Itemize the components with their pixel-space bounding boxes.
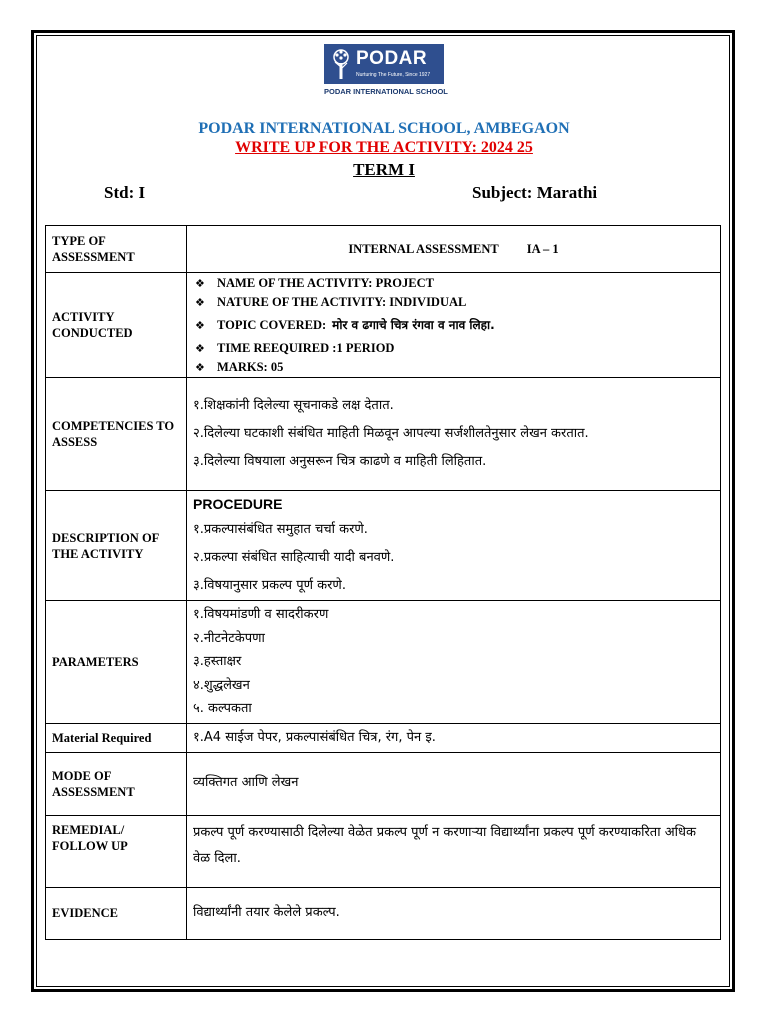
logo-badge [324, 44, 444, 84]
list-item: ४.शुद्धलेखन [193, 677, 250, 693]
writeup-text: WRITE UP FOR THE ACTIVITY: 2024 25 [235, 139, 533, 156]
activity-nature: NATURE OF THE ACTIVITY: INDIVIDUAL [217, 294, 467, 309]
row-remedial [46, 815, 721, 887]
list-item [195, 312, 714, 339]
remedial-value: प्रकल्प पूर्ण करण्यासाठी दिलेल्या वेळेत प्रकल्प पूर्ण न करणाऱ्या विद्यार्थ्यांना प्रकल्प पूर्ण करण्याकरिता अधिक वेळ दिला. [187, 815, 721, 887]
type-value [187, 226, 721, 273]
activity-name: NAME OF THE ACTIVITY: PROJECT [217, 275, 434, 290]
row-material [46, 723, 721, 752]
mode-label: MODE OF ASSESSMENT [46, 752, 187, 815]
list-item: १.शिक्षकांनी दिलेल्या सूचनाकडे लक्ष देतात. [193, 398, 394, 413]
evidence-label: EVIDENCE [46, 887, 187, 939]
list-item: २.प्रकल्पा संबंधित साहित्याची यादी बनवणे. [193, 549, 395, 565]
diamond-bullet-icon: ❖ [195, 318, 205, 332]
activity-table [45, 225, 721, 940]
row-activity-conducted [46, 273, 721, 378]
type-label: TYPE OF ASSESSMENT [46, 226, 187, 273]
tree-icon [328, 47, 354, 81]
list-item [195, 274, 714, 293]
podar-logo [324, 44, 448, 100]
list-item: २.नीटनेटकेपणा [193, 630, 265, 646]
procedure-heading: PROCEDURE [193, 495, 283, 512]
parameters-value [187, 601, 721, 724]
parameters-label: PARAMETERS [46, 601, 187, 724]
diamond-bullet-icon: ❖ [195, 360, 205, 374]
school-name: PODAR INTERNATIONAL SCHOOL, AMBEGAON [198, 120, 570, 137]
list-item [195, 358, 714, 377]
subject-label: Subject: Marathi [472, 183, 598, 202]
diamond-bullet-icon: ❖ [195, 276, 205, 290]
description-label: DESCRIPTION OF THE ACTIVITY [46, 491, 187, 601]
list-item: २.दिलेल्या घटकाशी संबंधित माहिती मिळवून आपल्या सर्जशीलतेनुसार लेखन करतात. [193, 426, 589, 441]
list-item: १.विषयमांडणी व सादरीकरण [193, 607, 329, 622]
competencies-label: COMPETENCIES TO ASSESS [46, 378, 187, 491]
logo-tagline: Nurturing The Future, Since 1927 [356, 72, 431, 78]
topic-label: TOPIC COVERED: [217, 317, 327, 332]
remedial-label: REMEDIAL/ FOLLOW UP [46, 815, 187, 887]
diamond-bullet-icon: ❖ [195, 341, 205, 355]
diamond-bullet-icon: ❖ [195, 295, 205, 309]
term-title [0, 160, 768, 180]
topic-value: मोर व ढगाचे चित्र रंगवा व नाव लिहा. [332, 317, 495, 332]
row-parameters [46, 601, 721, 724]
list-item [195, 339, 714, 358]
marks: MARKS: 05 [217, 359, 284, 374]
row-mode [46, 752, 721, 815]
writeup-title [0, 139, 768, 157]
list-item [195, 293, 714, 312]
list-item: ३.विषयानुसार प्रकल्प पूर्ण करणे. [193, 577, 346, 593]
description-value [187, 491, 721, 601]
std-label: Std: I [104, 183, 146, 202]
row-type-of-assessment [46, 226, 721, 273]
row-evidence [46, 887, 721, 939]
list-item: ३.हस्ताक्षर [193, 654, 242, 669]
competencies-value [187, 378, 721, 491]
logo-subtitle: PODAR INTERNATIONAL SCHOOL [324, 87, 448, 96]
evidence-value: विद्यार्थ्यांनी तयार केलेले प्रकल्प. [187, 887, 721, 939]
material-value: १.A4 साईज पेपर, प्रकल्पासंबंधित चित्र, रंग, पेन इ. [187, 723, 721, 752]
time-required: TIME REEQUIRED :1 PERIOD [217, 340, 395, 355]
assessment-name: INTERNAL ASSESSMENT [348, 241, 499, 256]
activity-label: ACTIVITY CONDUCTED [46, 273, 187, 378]
assessment-code: IA – 1 [526, 241, 559, 256]
list-item: १.प्रकल्पासंबंधित समुहात चर्चा करणे. [193, 521, 368, 537]
activity-bullets [193, 274, 714, 377]
material-label: Material Required [46, 723, 187, 752]
row-description [46, 491, 721, 601]
activity-value [187, 273, 721, 378]
list-item: ३.दिलेल्या विषयाला अनुसरून चित्र काढणे व माहिती लिहितात. [193, 454, 487, 469]
term-text: TERM I [353, 160, 415, 179]
mode-value: व्यक्तिगत आणि लेखन [187, 752, 721, 815]
list-item: ५. कल्पकता [193, 701, 252, 716]
logo-name: PODAR [356, 48, 428, 69]
row-competencies [46, 378, 721, 491]
